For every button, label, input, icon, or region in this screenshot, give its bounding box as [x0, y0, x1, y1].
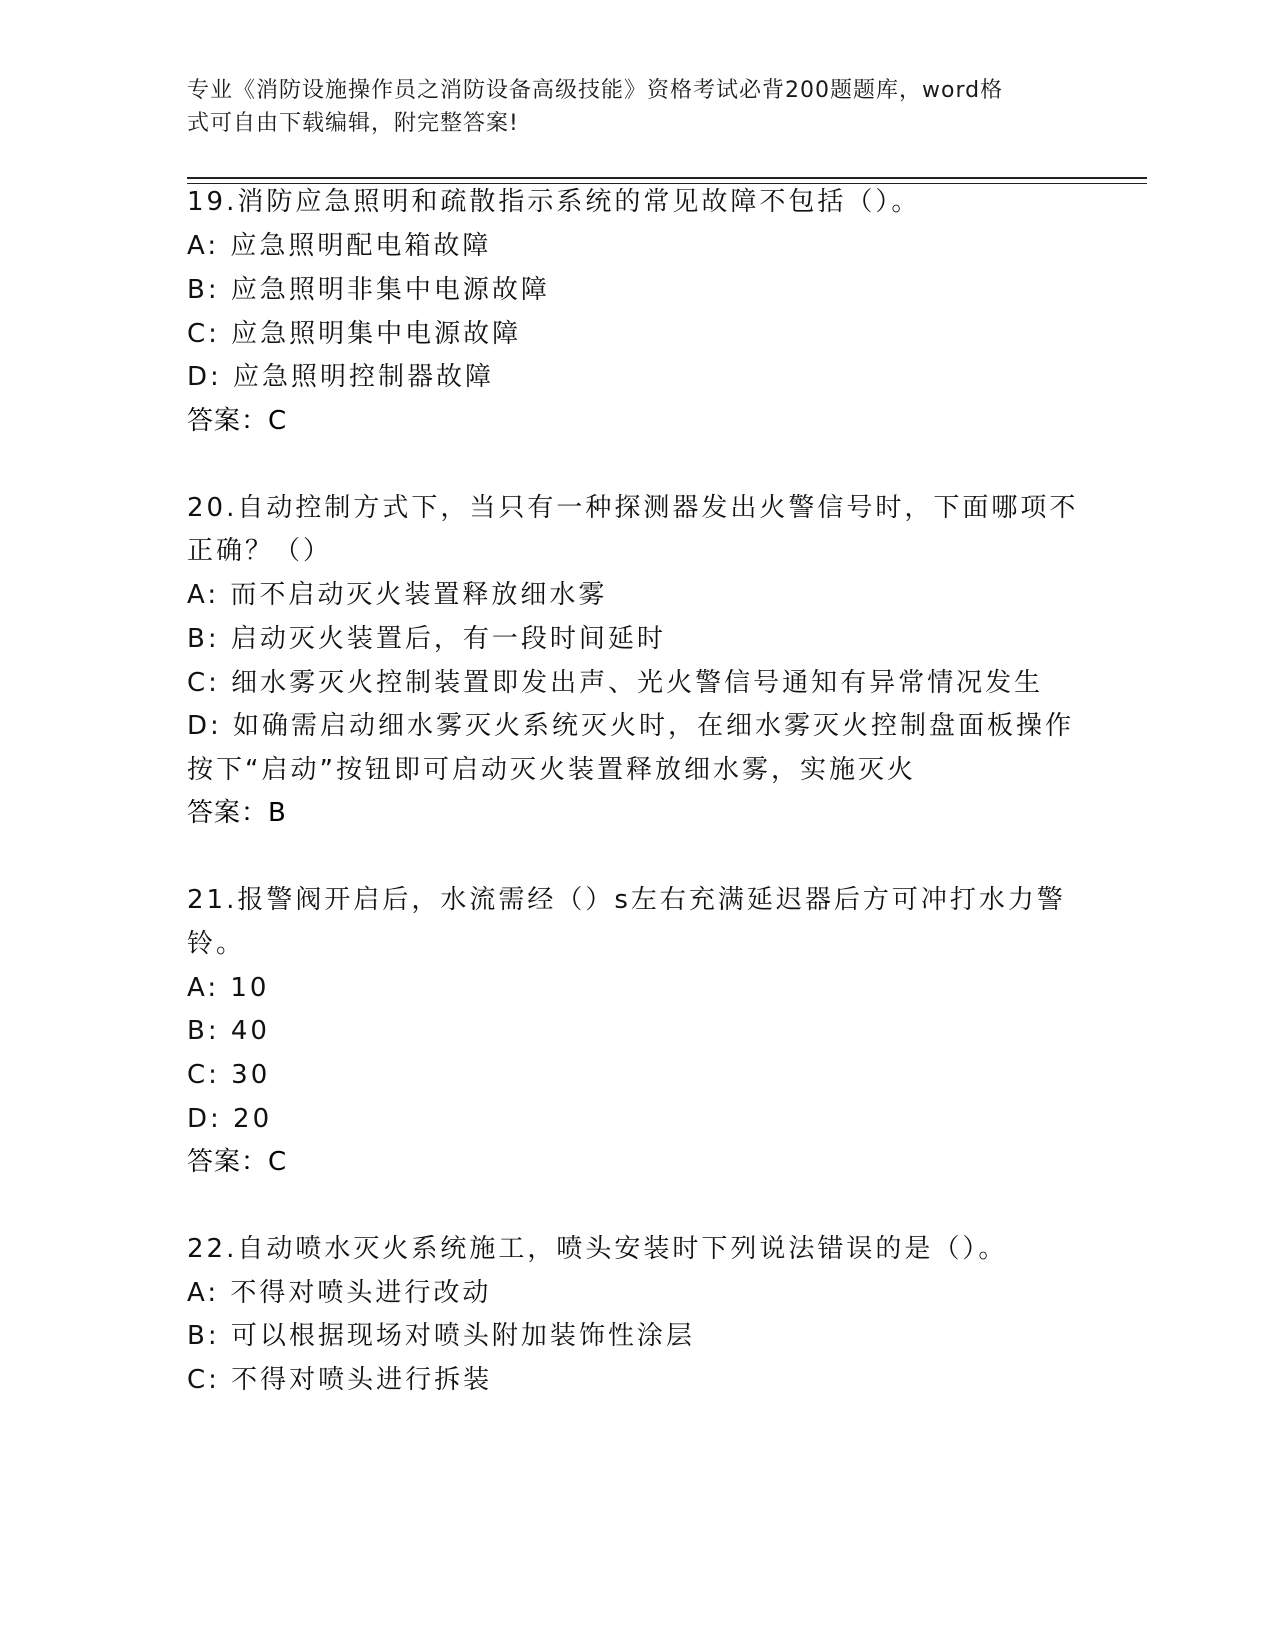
question-22-option-c: C: 不得对喷头进行拆装: [187, 1365, 493, 1395]
question-20-answer: 答案：B: [187, 798, 287, 828]
document-header: [187, 74, 1067, 140]
question-20-option-d-continued: 按下“启动”按钮即可启动灭火装置释放细水雾，实施灭火: [187, 755, 916, 785]
header-line-2: 式可自由下载编辑，附完整答案!: [187, 111, 519, 136]
question-21-option-b: B: 40: [187, 1016, 270, 1046]
question-19-option-c: C: 应急照明集中电源故障: [187, 319, 522, 349]
header-divider-thick: [187, 177, 1147, 179]
question-19-option-a: A: 应急照明配电箱故障: [187, 231, 492, 261]
question-20-option-d: D: 如确需启动细水雾灭火系统灭火时，在细水雾灭火控制盘面板操作: [187, 711, 1075, 741]
question-20-option-c: C: 细水雾灭火控制装置即发出声、光火警信号通知有异常情况发生: [187, 668, 1044, 698]
question-20-option-b: B: 启动灭火装置后，有一段时间延时: [187, 624, 666, 654]
question-20-stem-line-1: 20.自动控制方式下，当只有一种探测器发出火警信号时，下面哪项不: [187, 493, 1079, 523]
question-20-stem-line-2: 正确？（）: [187, 536, 333, 566]
question-19-option-b: B: 应急照明非集中电源故障: [187, 275, 550, 305]
question-19-answer: 答案：C: [187, 406, 288, 436]
question-21-option-d: D: 20: [187, 1104, 273, 1134]
question-20-option-a: A: 而不启动灭火装置释放细水雾: [187, 580, 608, 610]
question-22-option-a: A: 不得对喷头进行改动: [187, 1278, 492, 1308]
question-22-option-b: B: 可以根据现场对喷头附加装饰性涂层: [187, 1321, 695, 1351]
header-divider-thin: [187, 183, 1147, 184]
question-19-stem: 19.消防应急照明和疏散指示系统的常见故障不包括（）。: [187, 187, 921, 217]
header-line-1: 专业《消防设施操作员之消防设备高级技能》资格考试必背200题题库，word格: [187, 78, 1004, 103]
question-21-stem-line-2: 铃。: [187, 929, 246, 959]
question-21-answer: 答案：C: [187, 1147, 288, 1177]
question-21-option-a: A: 10: [187, 973, 270, 1003]
question-21-option-c: C: 30: [187, 1060, 271, 1090]
question-19-option-d: D: 应急照明控制器故障: [187, 362, 495, 392]
question-21-stem-line-1: 21.报警阀开启后，水流需经（）s左右充满延迟器后方可冲打水力警: [187, 885, 1066, 915]
question-22-stem: 22.自动喷水灭火系统施工，喷头安装时下列说法错误的是（）。: [187, 1234, 1008, 1264]
